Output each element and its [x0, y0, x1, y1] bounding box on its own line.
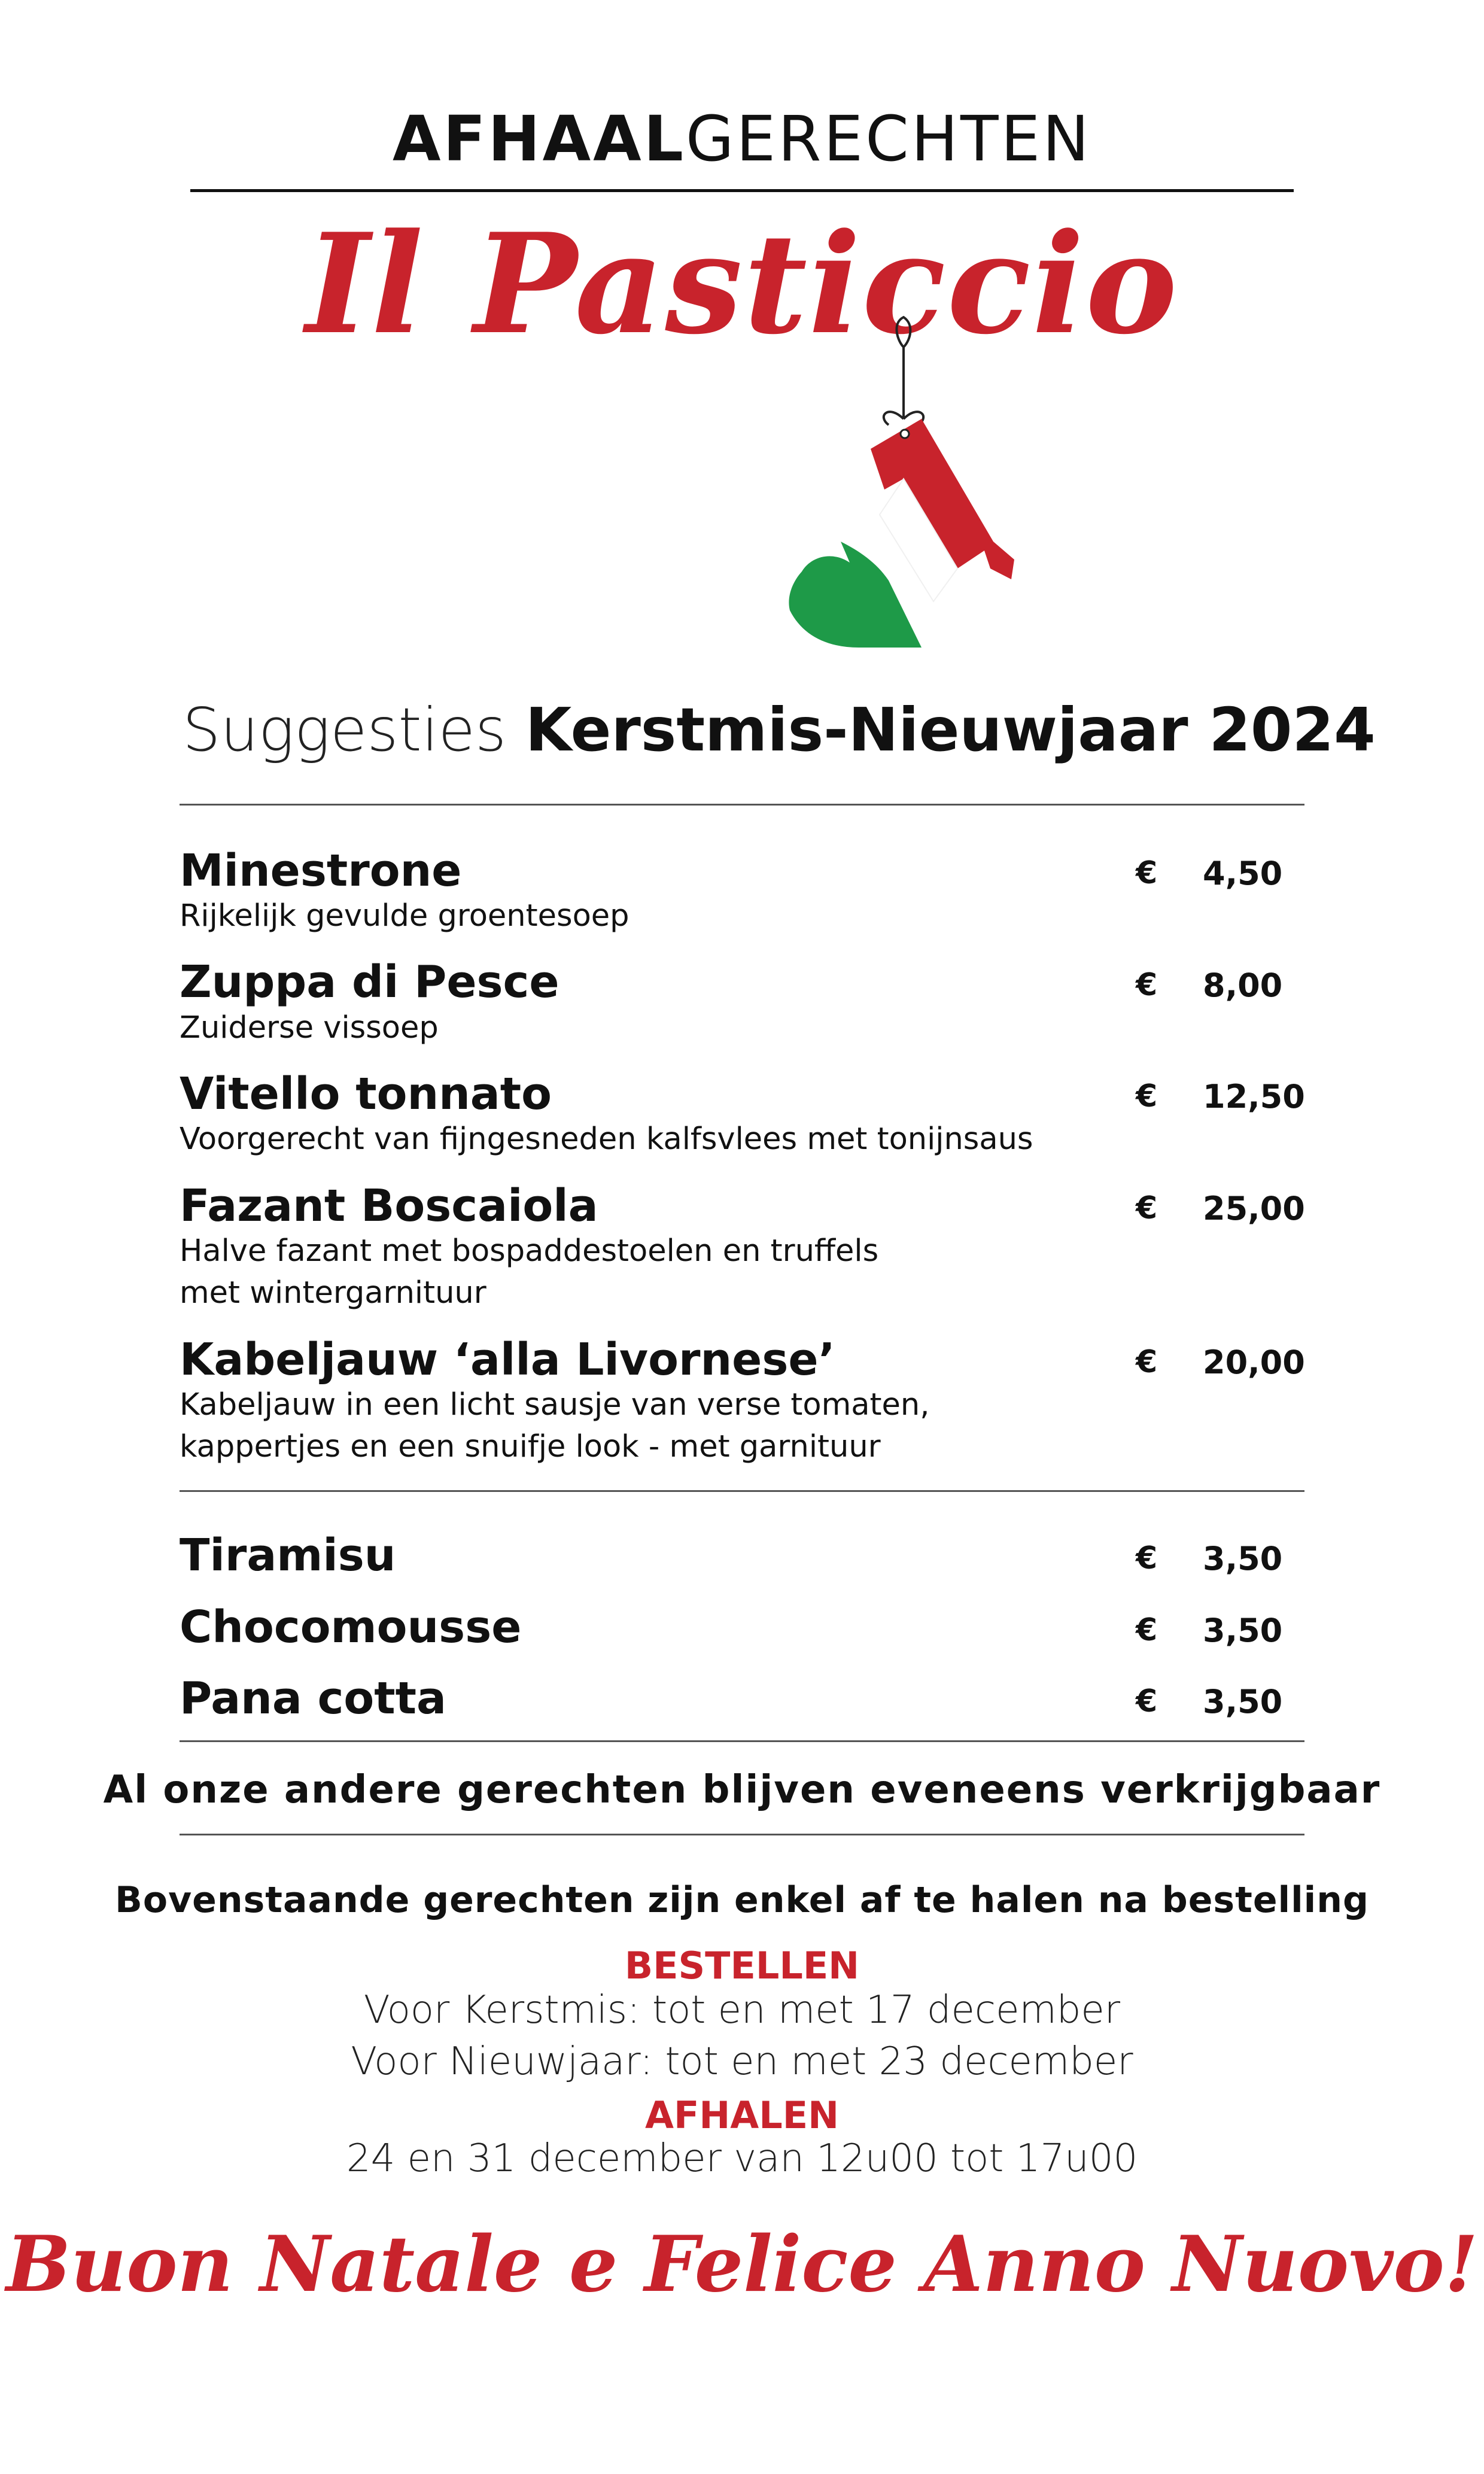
order-intro: Bovenstaande gerechten zijn enkel af te halen na bestelling: [115, 1879, 1369, 1921]
header-title-light: GERECHTEN: [685, 102, 1091, 175]
currency-symbol: €: [1136, 1540, 1158, 1576]
currency-symbol: €: [1136, 1612, 1158, 1648]
menu-item-description: Rijkelijk gevulde groentesoep: [180, 898, 630, 934]
header-title-bold: AFHAAL: [393, 102, 686, 175]
currency-symbol: €: [1136, 1344, 1158, 1380]
pickup-heading: AFHALEN: [645, 2093, 839, 2137]
currency-symbol: €: [1136, 1078, 1158, 1114]
currency-symbol: €: [1136, 1190, 1158, 1226]
menu-item-price: 4,50: [1203, 855, 1283, 892]
currency-symbol: €: [1136, 1683, 1158, 1719]
menu-item-name: Vitello tonnato: [180, 1068, 552, 1120]
subtitle-bold: Kerstmis-Nieuwjaar 2024: [525, 695, 1376, 765]
order-heading: BESTELLEN: [624, 1944, 860, 1987]
dessert-price: 3,50: [1203, 1683, 1283, 1721]
menu-item-price: 25,00: [1203, 1190, 1305, 1227]
order-deadline-newyear: Voor Nieuwjaar: tot en met 23 december: [351, 2040, 1133, 2084]
divider: [180, 1834, 1304, 1835]
dessert-name: Pana cotta: [180, 1673, 446, 1724]
currency-symbol: €: [1136, 855, 1158, 891]
menu-item-price: 20,00: [1203, 1344, 1305, 1381]
menu-item-price: 12,50: [1203, 1078, 1305, 1116]
currency-symbol: €: [1136, 967, 1158, 1003]
divider: [180, 804, 1304, 806]
menu-item-description: kappertjes en een snuifje look - met garnituur: [180, 1429, 881, 1464]
menu-item-description: Kabeljauw in een licht sausje van verse tomaten,: [180, 1387, 930, 1423]
menu-item-price: 8,00: [1203, 966, 1283, 1004]
menu-item-name: Kabeljauw ‘alla Livornese’: [180, 1334, 835, 1385]
divider: [180, 1490, 1304, 1492]
holiday-greeting: Buon Natale e Felice Anno Nuovo!: [5, 2220, 1479, 2309]
menu-item-description: Zuiderse vissoep: [180, 1010, 439, 1045]
dessert-name: Tiramisu: [180, 1530, 396, 1581]
divider: [180, 1740, 1304, 1742]
subtitle-light: Suggesties: [183, 695, 507, 765]
pickup-times: 24 en 31 december van 12u00 tot 17u00: [346, 2136, 1138, 2181]
dessert-price: 3,50: [1203, 1612, 1283, 1649]
header-title: [0, 102, 1484, 175]
menu-item-name: Minestrone: [180, 845, 462, 896]
menu-item-description: Halve fazant met bospaddestoelen en truffels: [180, 1233, 879, 1269]
italian-flag-christmas-ornament-icon: [754, 299, 1029, 658]
menu-item-name: Zuppa di Pesce: [180, 956, 559, 1008]
menu-item-name: Fazant Boscaiola: [180, 1180, 598, 1232]
order-deadline-christmas: Voor Kerstmis: tot en met 17 december: [363, 1988, 1121, 2032]
menu-subtitle: [183, 695, 1376, 765]
header-divider: [190, 189, 1294, 192]
menu-item-description: met wintergarnituur: [180, 1275, 486, 1311]
dessert-name: Chocomousse: [180, 1601, 522, 1653]
dessert-price: 3,50: [1203, 1540, 1283, 1578]
menu-item-description: Voorgerecht van fijngesneden kalfsvlees met tonijnsaus: [180, 1121, 1033, 1157]
restaurant-logo: Il Pasticcio: [305, 203, 1179, 365]
availability-note: Al onze andere gerechten blijven eveneens verkrijgbaar: [103, 1768, 1381, 1812]
